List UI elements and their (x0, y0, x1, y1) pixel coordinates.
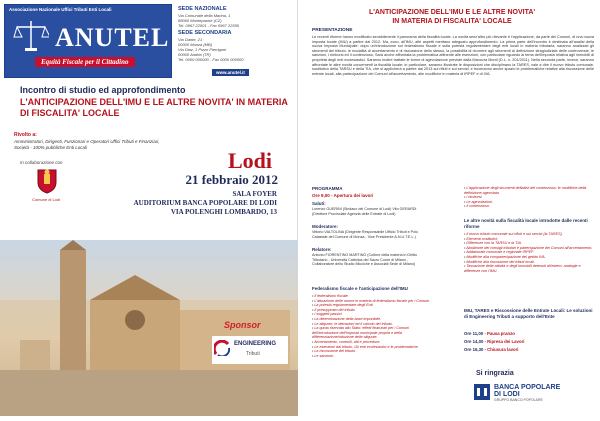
moderatore-text: Vittorio VALTOLINA (Dirigente Responsabile Ufficio Tributi e Polo Catastale del Comune di Monza - Vice Presidente A.N.U.T.E.L.) (312, 230, 419, 239)
ringrazia-label: Si ringrazia (476, 370, 514, 377)
website-link[interactable]: www.anutel.it (212, 69, 249, 76)
brochure-inside (304, 0, 600, 416)
sede-nazionale-text: Via Comunale della Marina, 1 88060 Montepaone (CZ) Tel. 0967 22001 - Fax 0967 22555 (178, 13, 240, 28)
presentazione-text: Le recenti riforme hanno modificato sensibilmente il panorama della fiscalità locale. La novità senz'altro più rilevante è l'applicazione, da parte dei Comuni, di una nuova imposta locale (IMU) a partire dal 2012. Ma, ecco, all'IMU, altri aspetti meritano adeguato approfondimento. La prima parte dell'incontro è destinata all'analisi della nuova Imposta Municipale: dopo un'introduzione sul federalismo fiscale e sulla potestà regolamentare degli enti locali in materia tributaria, saranno analizzati gli strumenti del tributo, le modalità di accertamento e di riscossione dello stesso, la possibilità di ricorrere agli strumenti di definizione stragiudiziale delle controversie, le sanzioni, i rimborsi ed il contenzioso. Sarà anche affrontata la problematica attinente alle esenzioni, con particolare riguardo al tema dell'imposta relativa agli immobili di proprietà degli enti ecclesiastici. Saranno inoltre trattate le forme di agevolazione previste dalla Manovra Monti (D.L. n. 201/2011). Nella seconda parte, invece, saranno affrontate le altre novità concernenti la fiscalità locale: in particolare, saranno illustrate le disposizioni che disciplinano la TARES, vale a dire il nuovo tributo comunale, sostitutivo della TARSU e della TIA, che si applicherà a partire dal 2013 sui rifiuti e sui servizi; e troveranno anche spazio le problematiche relative alla riscossione delle entrate locali, alla partecipazione dei Comuni all'accertamento, alle modifiche in materia di IRPEF e di IVA. (312, 35, 594, 76)
venue-line: VIA POLENGHI LOMBARDO, 13 (170, 208, 277, 216)
list-item: • Accertamento, controlli, atti e procedure. (312, 340, 432, 345)
bank-logo-icon (474, 384, 490, 400)
schedule (464, 330, 524, 354)
list-item: • Il nuovo tributo comunale sui rifiuti e sui servizi (la TARES). (464, 232, 594, 237)
saluti-label: Saluti: (312, 201, 326, 206)
rivolto-text: Amministratori, Dirigenti, Funzionari e Operatori Uffici Tributi e Finanziari, Società - 100% pubbliche Enti Locali (14, 139, 160, 150)
event-type: Incontro di studio ed approfondimento (20, 85, 186, 95)
list-item: • I rimborsi. (464, 195, 594, 200)
sede-nazionale-label: SEDE NAZIONALE (178, 6, 227, 12)
list-item: • L'attuazione delle norme in materia di federalismo fiscale per i Comuni. (312, 299, 432, 304)
city-name: Lodi (228, 148, 273, 173)
venue-line: SALA FOYER (232, 190, 277, 198)
list-item: • Le sanzioni. (312, 354, 432, 359)
federalismo-list (312, 294, 432, 358)
schedule-row: Ore 14,00 - Ripresa dei Lavori (464, 339, 525, 344)
sponsor-label: Sponsor (224, 320, 261, 330)
col2-list (464, 186, 594, 209)
bank-logo (472, 382, 592, 406)
bank-sub: GRUPPO BANCO POPOLARE (494, 398, 543, 402)
inside-title: L'ANTICIPAZIONE DELL'IMU E LE ALTRE NOVITA' IN MATERIA DI FISCALITA' LOCALE (368, 9, 536, 25)
collab-label: In collaborazione con (20, 160, 63, 165)
logo-assoc-text: Associazione Nazionale Uffici Tributi Enti Locali (9, 7, 112, 12)
list-item: • La potestà regolamentare degli Enti. (312, 303, 432, 308)
event-title: L'ANTICIPAZIONE DELL'IMU E LE ALTRE NOVITA' IN MATERIA DI FISCALITA' LOCALE (20, 97, 288, 118)
altre-novita-list (464, 232, 594, 273)
sede-secondaria-label: SEDE SECONDARIA (178, 30, 232, 36)
list-item: • Il presupposto del tributo. (312, 308, 432, 313)
programma-open: Ore 9,00 - Apertura dei lavori (312, 193, 374, 198)
saluti-text: Lorenzo GUERINI (Sindaco del Comune di Lodi) Vito GERARDI (Direttore Provinciale Agenzia delle Entrate di Lodi) (312, 207, 417, 216)
list-item: • La quota riservata allo Stato: effetti finanziari per i Comuni dell'introduzione dell'imposta municipale propria e della differenziazione/riduzione delle aliquote. (312, 326, 432, 340)
list-item: • Modifiche alla compartecipazione del gettito IVA. (464, 255, 594, 260)
list-item: • L'applicazione degli strumenti deflattivi del contenzioso: le modifiche della definizione agevolata. (464, 186, 594, 195)
schedule-row: Ore 16,30 - Chiusura lavori (464, 347, 519, 352)
sede-secondaria-text: Via Dante, 21 00000 Monza (MB) Via Diaz, 1 Pizzo Pierrigoni 00000 Andria (TR) Tel. 0000 000000 - Fax 0000 000000 (178, 37, 244, 62)
list-item: • Le agevolazioni. (464, 200, 594, 205)
list-item: • Le esenzioni dal tributo. Gli enti ecclesiastici e le problematiche. (312, 345, 432, 350)
anutel-logo (4, 4, 172, 78)
schedule-row: Ore 11,00 - Pausa pranzo (464, 331, 515, 336)
list-item: • Il contenzioso. (464, 204, 594, 209)
relatore-text: Antonio FIORENTINO MARTINO (Cultore della materia in Diritto Tributario - Università Cattolica del Sacro Cuore di Milano - Collaboratore dello Studio Micciche e Associati Sede di Milano) (312, 253, 418, 266)
brochure-cover (0, 0, 298, 416)
list-item: • Differenze con la TARSU e la TIA. (464, 241, 594, 246)
list-item: • La determinazione della base imponibile. (312, 317, 432, 322)
rivolto-label: Rivolto a: (14, 132, 37, 138)
list-item: • Abolizione dei consigli tributari e partecipazione dei Comuni all'accertamento. (464, 246, 594, 251)
federalismo-label: Federalismo fiscale e l'anticipazione dell'IMU (312, 286, 408, 291)
list-item: • Il federalismo fiscale. (312, 294, 432, 299)
list-item: • I soggetti passivi. (312, 312, 432, 317)
programma-label: PROGRAMMA (312, 186, 343, 191)
moderatore-label: Moderatore: (312, 224, 339, 229)
presentazione-label: PRESENTAZIONE (312, 28, 353, 33)
bank-name: BANCA POPOLARE DI LODI (494, 384, 561, 398)
logo-tagline: Equità Fiscale per il Cittadino (35, 57, 135, 67)
scales-icon (13, 19, 49, 53)
altre-novita-label: Le altre novità sulla fiscalità locale introdotte dalle recenti riforme (464, 218, 588, 229)
venue-line: AUDITORIUM BANCA POPOLARE DI LODI (133, 199, 277, 207)
sponsor-name: ENGINEERING (234, 341, 277, 347)
city-crest-icon (36, 168, 58, 194)
list-item: • Elementi costitutivi; (464, 237, 594, 242)
logo-word: ANUTEL (55, 23, 170, 52)
list-item: • Tassazione delle attività e degli immobili detenuti all'estero: analogie e differenze con l'IMU. (464, 264, 594, 273)
list-item: • Addizionale comunale e regionale IRPEF. (464, 250, 594, 255)
event-date: 21 febbraio 2012 (185, 172, 278, 187)
engineering-logo-icon (214, 340, 230, 356)
relatore-label: Relatore: (312, 247, 332, 252)
imu-solutions-label: IMU, TARES e Riscossione delle Entrate Locali: Le soluzioni di Engineering Tributi a supporto dell'Ente (464, 308, 593, 319)
comune-label: Comune di Lodi (32, 197, 61, 202)
sponsor-sub: Tributi (246, 351, 260, 357)
list-item: • Modifiche alla riscossione dei tributi locali. (464, 260, 594, 265)
list-item: • La riscossione del tributo. (312, 349, 432, 354)
sponsor-logo (212, 336, 288, 364)
list-item: • Le aliquote, le detrazioni ed il calcolo del tributo. (312, 322, 432, 327)
